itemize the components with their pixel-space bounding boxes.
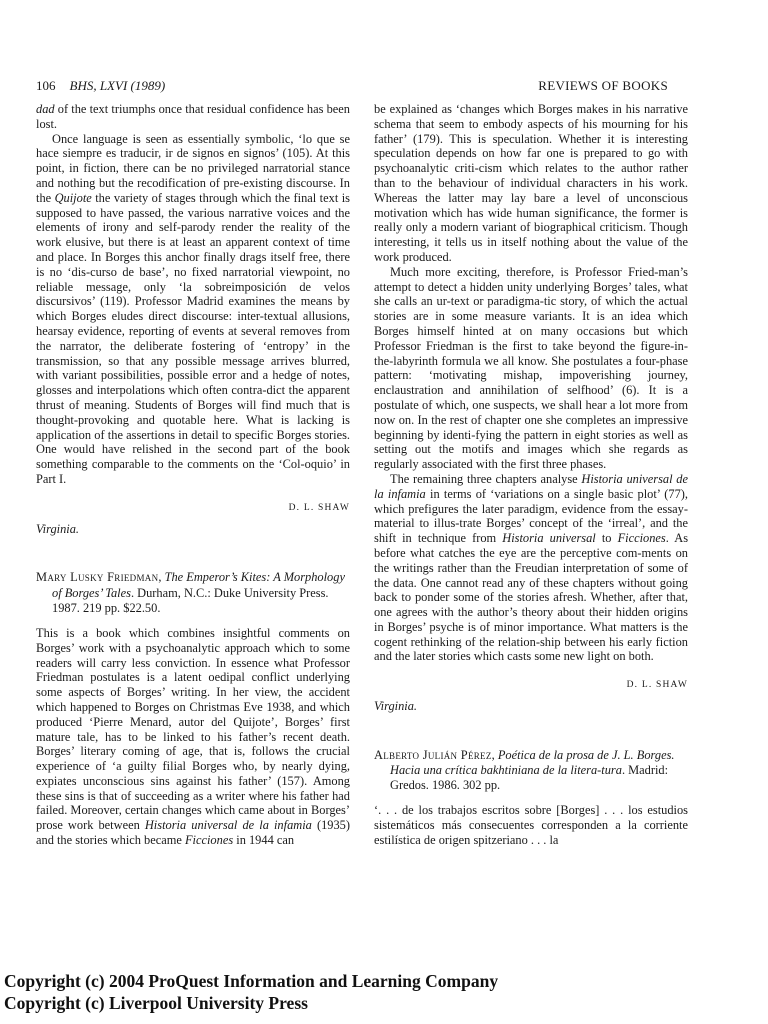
text-run: the variety of stages through which the final text is supposed to have passed, the various narrative voices and the elements of irony and self-parody render the reality of the work elusive, but there is at least an apparent context of time and place. In Borges this anchor finally drags itself free, there is no ‘dis-curso de base’, no fixed narratorial viewpoint, no reliable message, only ‘la sobreimposición de velos discursivos’ (119). Professor Madrid examines the means by which Borges eludes direct discourse: inter-textual allusions, hearsay evidence, reporting of events at several removes from the narrator, the deliberate fostering of ‘entropy’ in the transmission, so that any possible message arrives blurred, with variant possibilities, possible error and a hedge of notes, glosses and interpolations which often contra-dict the apparent thrust of meaning. Students of Borges will find much that is thought-provoking and quotable here. What is lacking is application of the assertions in detail to specific Borges stories. One would have relished in the second part of the book something comparable to the comments on the ‘Col-oquio’ in Part I. — [36, 190, 350, 486]
paragraph — [374, 803, 688, 847]
text-run: to — [595, 531, 618, 546]
right-column — [374, 102, 688, 848]
italic-text: Historia universal de la infamia — [374, 471, 688, 501]
text-run: in 1944 can — [233, 833, 295, 848]
paragraph — [374, 102, 688, 265]
text-run: The remaining three chapters analyse — [390, 471, 582, 486]
text-run: This is a book which combines insightful comments on Borges’ work with a psychoanalytic approach which to some readers will carry less conviction. In essence what Professor Friedman postulates is a latent oedipal conflict underlying some aspects of Borges’ writing. In her view, the accident which happened to Borges on Christmas Eve 1938, and which produced ‘Pierre Menard, autor del Quijote’, Borges’ first mature tale, has to be linked to his father’s recent death. Borges’ literary coming of age, that is, follows the crucial experience of ‘a guilty filial Borges who, by nearly dying, expiates unconscious sins against his father’ (157). Among these sins is that of succeeding as a writer where his father had failed. Moreover, certain changes which came about in Borges’ prose work between — [36, 625, 350, 833]
reviewer-signature: D. L. SHAW — [288, 502, 350, 513]
book-author: Mary Lusky Friedman — [36, 570, 159, 585]
text-run: Once language is seen as essentially symbolic, ‘lo que se hace siempre es traducir, ir de signos en signos’ (105). At this point, in fiction, there can be no privileged narratorial stance and nothing but the recodification of pre-existing discourse. In the — [36, 131, 350, 205]
paragraph — [36, 132, 350, 487]
text-run: . As before what catches the eye are the perceptive com-ments on the writings rather than the Freudian interpretation of some of the data. One cannot read any of these chapters without going back to ponder some of the stories afresh. Whether, after that, one agrees with the author’s theory about their hidden origins in Borges’ psyche is of minor importance. What matters is the cogent rethinking of the relation-ship between his early fiction and the later stories which casts some new light on both. — [374, 531, 689, 664]
text-run: (1935) and the stories which became — [36, 818, 350, 848]
text-run: Much more exciting, therefore, is Professor Fried-man’s attempt to detect a hidden unity underlying Borges’ tales, what she calls an ur-text or paradigma-tic story, of which the actual stories are in some measure variants. It is an idea which Borges himself hinted at on many occasions but which Professor Friedman is the first to take beyond the figure-in-the-labyrinth formula we all know. She postulates a four-phase pattern: ‘motivating mishap, impoverishing journey, enclaustration and annihilation of selfhood’ (6). It is a postulate of which, one suspects, we shall hear a lot more from now on. In the rest of chapter one she completes an impressive beginning by identi-fying the pattern in eight stories as well as setting out the motifs and images which she regards as regularly associated with the first three phases. — [374, 264, 688, 472]
book-publication: Madrid: Gredos. 1986. 302 pp. — [390, 763, 669, 793]
reviewer-signature: D. L. SHAW — [626, 680, 688, 691]
text-run: ‘. . . de los trabajos escritos sobre [Borges] . . . los estudios sistemáticos más consecuentes corresponden a la corriente estilística de origen spitzeriano . . . la — [374, 803, 688, 848]
reviewer-affiliation: Virginia. — [374, 699, 418, 714]
section-title: REVIEWS OF BOOKS — [538, 78, 668, 93]
running-head — [36, 77, 668, 95]
book-title: The Emperor’s Kites: A Morphology of Borges’ Tales — [52, 570, 345, 600]
book-publication: Durham, N.C.: Duke University Press. 1987. 219 pp. $22.50. — [52, 585, 329, 615]
page-number: 106 — [36, 78, 56, 93]
text-run: be explained as ‘changes which Borges makes in his narrative schema that seem to embody aspects of his mourning for his father’ (179). This is speculation. Whether it is interesting speculation depends on how far one is prepared to go with psychoanalytic criti-cism which relates to the author rather than to the behaviour of individual characters in his work. Whereas the latter may lay bare a level of unconscious motivation which has wide human significance, the former is really only a modern variant of biographical criticism. Though interesting, it tells us in itself nothing about the value of the work produced. — [374, 102, 688, 264]
paragraph — [36, 102, 350, 132]
book-title: Poética de la prosa de J. L. Borges. Hacia una crítica bakhtiniana de la litera-tura — [390, 747, 675, 778]
paragraph — [374, 472, 688, 664]
paragraph — [374, 265, 688, 472]
italic-text: Ficciones — [617, 531, 666, 546]
copyright-liverpool: Copyright (c) Liverpool University Press — [4, 993, 308, 1013]
text-run: of the text triumphs once that residual confidence has been lost. — [36, 102, 350, 131]
journal-citation: BHS, LXVI (1989) — [69, 78, 166, 93]
book-author: Alberto Julián Pérez — [374, 747, 492, 762]
italic-text: Quijote — [54, 190, 92, 205]
italic-text: dad — [36, 102, 55, 116]
italic-text: Ficciones — [184, 833, 234, 848]
italic-text: Historia universal de la infamia — [144, 818, 312, 833]
review-heading: Mary Lusky Friedman, The Emperor’s Kites: A Morphology of Borges’ Tales. Durham, N.C.: Duke University Press. 1987. 219 pp. $22.50. — [36, 570, 345, 615]
text-run: in terms of ‘variations on a single basic plot’ (77), which prefigures the later paradigm, evidence from the essay-material to illus-trate Borges’ concept of the ‘irreal’, and the shift in technique from — [374, 486, 688, 546]
review-heading: Alberto Julián Pérez, Poética de la prosa de J. L. Borges. Hacia una crítica bakhtiniana de la litera-tura. Madrid: Gredos. 1986. 302 pp. — [374, 747, 675, 793]
left-column — [36, 102, 350, 848]
italic-text: Historia universal — [502, 531, 596, 546]
running-head-left — [36, 77, 165, 95]
paragraph — [36, 626, 350, 848]
copyright-proquest: Copyright (c) 2004 ProQuest Information and Learning Company — [4, 971, 499, 991]
reviewer-affiliation: Virginia. — [36, 521, 80, 536]
